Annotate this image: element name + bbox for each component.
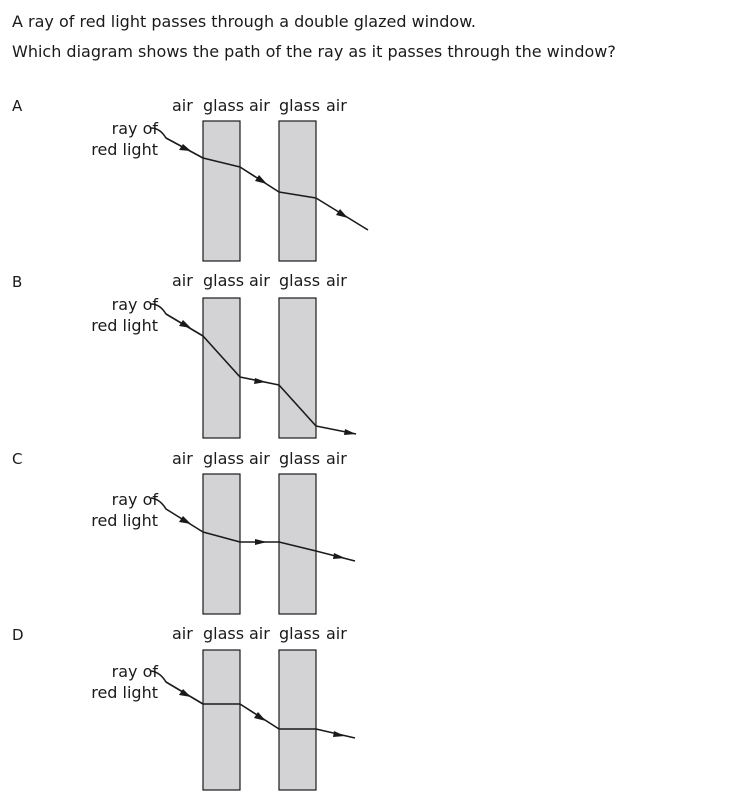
option-letter: B [12,273,23,291]
ray-label-line-2: red light [91,683,158,702]
ray-label-line-1: ray of [111,295,158,314]
medium-label-air: air [249,96,270,115]
ray-arrow [179,144,191,151]
ray-arrow [344,429,356,435]
ray-arrow [179,516,191,524]
medium-label-air: air [172,624,193,643]
ray-arrow [255,539,267,545]
medium-label-glass: glass [279,271,321,290]
ray-arrow [333,731,345,737]
glass-pane-1 [203,474,240,614]
medium-label-glass: glass [203,271,245,290]
ray-arrow [333,553,345,559]
medium-label-air: air [249,624,270,643]
diagram-d [151,650,355,790]
diagram-c [151,474,355,614]
glass-pane-1 [203,650,240,790]
medium-label-glass: glass [203,96,245,115]
medium-label-glass: glass [203,624,245,643]
ray-arrow [179,320,191,328]
question-line-1: A ray of red light passes through a double glazed window. [12,12,476,31]
medium-label-air: air [172,96,193,115]
ray-label-line-1: ray of [111,119,158,138]
medium-label-air: air [172,449,193,468]
glass-pane-2 [279,298,316,438]
question-line-2: Which diagram shows the path of the ray as it passes through the window? [12,42,616,61]
option-letter: A [12,97,23,115]
medium-label-glass: glass [203,449,245,468]
light-ray [151,671,355,738]
light-ray [151,498,355,561]
medium-label-air: air [326,271,347,290]
ray-arrow [336,209,348,218]
glass-pane-2 [279,121,316,261]
option-letter: C [12,450,23,468]
medium-label-air: air [326,624,347,643]
ray-arrow [255,175,267,184]
medium-label-glass: glass [279,624,321,643]
medium-label-air: air [249,449,270,468]
diagram-b [151,298,356,438]
medium-label-glass: glass [279,96,321,115]
ray-label-line-2: red light [91,511,158,530]
medium-label-air: air [249,271,270,290]
diagram-a [151,121,368,261]
glass-pane-2 [279,650,316,790]
ray-arrow [254,378,266,384]
ray-label-line-1: ray of [111,490,158,509]
medium-label-air: air [172,271,193,290]
ray-label-line-2: red light [91,140,158,159]
ray-label-line-2: red light [91,316,158,335]
medium-label-glass: glass [279,449,321,468]
glass-pane-1 [203,121,240,261]
medium-label-air: air [326,96,347,115]
medium-label-air: air [326,449,347,468]
option-letter: D [12,626,24,644]
ray-label-line-1: ray of [111,662,158,681]
glass-pane-1 [203,298,240,438]
